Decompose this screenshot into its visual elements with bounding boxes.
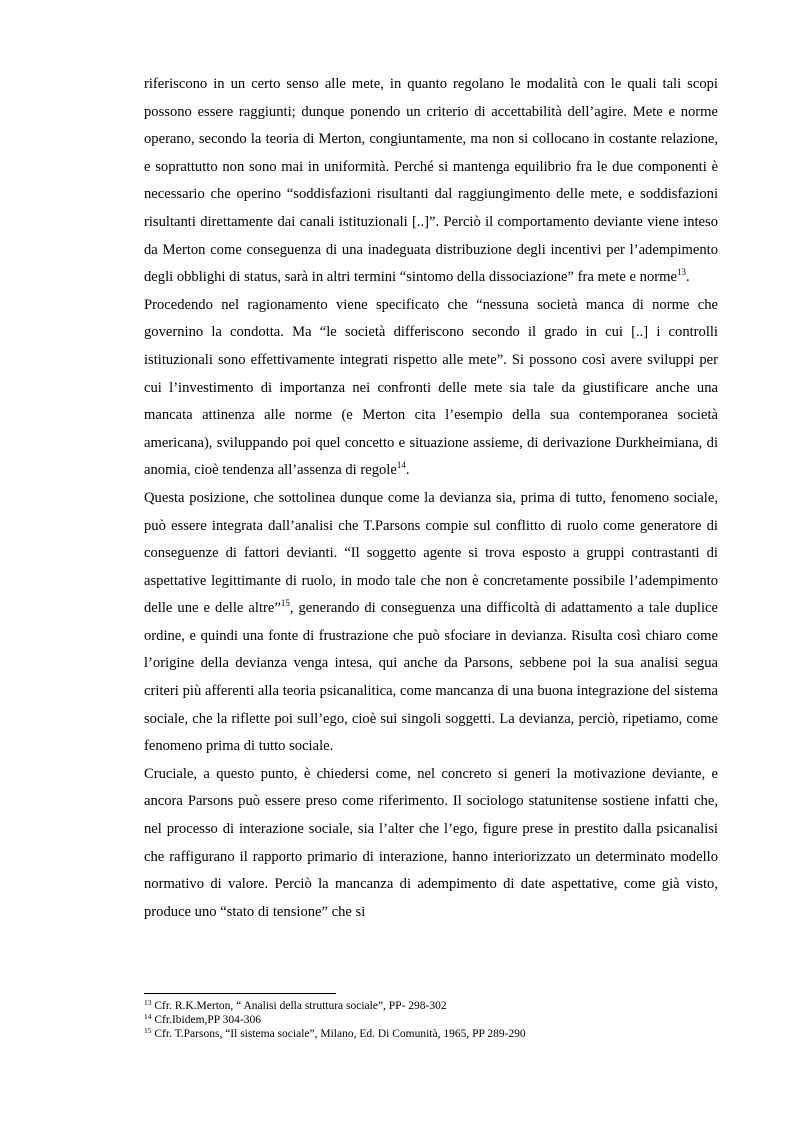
paragraph-2-tail: . [405,462,410,479]
paragraph-4 [144,761,718,927]
footnotes [144,999,718,1041]
body-text [144,71,718,926]
paragraph-4-text: Cruciale, a questo punto, è chiedersi come, nel concreto si generi la motivazione deviante, e ancora Parsons può essere preso come riferimento. Il sociologo statunitense sostiene infatti che, nel processo di interazione sociale, sia l’alter che l’ego, figure prese in prestito dalla psicanalisi che raffigurano il rapporto primario di interazione, hanno interiorizzato un determinato modello normativo di valore. Perciò la mancanza di adempimento di date aspettative, come già visto, produce uno “stato di tensione” che si [144,765,718,920]
footnote-number: 14 [144,1012,152,1021]
footnote-ref-13[interactable]: 13 [676,267,686,278]
paragraph-3-text: Questa posizione, che sottolinea dunque come la devianza sia, prima di tutto, fenomeno sociale, può essere integrata dall’analisi che T.Parsons compie sul conflitto di ruolo come generatore di conseguenze di fattori devianti. “Il soggetto agente si trova esposto a gruppi contrastanti di aspettative legittimante di ruolo, in modo tale che non è concretamente possibile l’adempimento delle une e delle altre” [144,489,718,617]
footnote-text: Cfr. T.Parsons, “Il sistema sociale”, Milano, Ed. Di Comunità, 1965, PP 289-290 [151,1028,526,1040]
paragraph-1-tail: . [685,269,690,286]
footnote-divider [144,993,336,994]
footnote-text: Cfr.Ibidem,PP 304-306 [151,1014,261,1026]
footnote-13 [144,999,718,1013]
paragraph-2 [144,292,718,485]
paragraph-2-text: Procedendo nel ragionamento viene specificato che “nessuna società manca di norme che governino la condotta. Ma “le società differiscono secondo il grado in cui [..] i controlli istituzionali sono effettivamente integrati rispetto alle mete”. Si possono così avere sviluppi per cui l’investimento di importanza nei confronti delle mete sia tale da giustificare anche una mancata attinenza alle norme (e Merton cita l’esempio della sua contemporanea società americana), sviluppando poi quel concetto e situazione assieme, di derivazione Durkheimiana, di anomia, cioè tendenza all’assenza di regole [144,296,718,479]
footnote-text: Cfr. R.K.Merton, “ Analisi della struttura sociale”, PP- 298-302 [151,1000,447,1012]
footnote-15 [144,1027,718,1041]
footnote-ref-15[interactable]: 15 [280,598,290,609]
footnote-14 [144,1013,718,1027]
footnote-number: 13 [144,998,152,1007]
paragraph-3-tail: , generando di conseguenza una difficoltà di adattamento a tale duplice ordine, e quindi una fonte di frustrazione che può sfociare in devianza. Risulta così chiaro come l’origine della devianza venga intesa, qui anche da Parsons, sebbene poi la sua analisi segua criteri più afferenti alla teoria psicanalitica, come mancanza di una buona integrazione del sistema sociale, che la riflette poi sull’ego, cioè sui singoli soggetti. La devianza, perciò, ripetiamo, come fenomeno prima di tutto sociale. [144,600,718,755]
footnote-number: 15 [144,1026,152,1035]
paragraph-1-text: riferiscono in un certo senso alle mete, in quanto regolano le modalità con le quali tali scopi possono essere raggiunti; dunque ponendo un criterio di accettabilità dell’agire. Mete e norme operano, secondo la teoria di Merton, congiuntamente, ma non si collocano in costante relazione, e soprattutto non sono mai in uniformità. Perché si mantenga equilibrio fra le due componenti è necessario che operino “soddisfazioni risultanti dal raggiungimento delle mete, e soddisfazioni risultanti direttamente dai canali istituzionali [..]”. Perciò il comportamento deviante viene inteso da Merton come conseguenza di una inadeguata distribuzione degli incentivi per l’adempimento degli obblighi di status, sarà in altri termini “sintomo della dissociazione” fra mete e norme [144,76,718,286]
paragraph-1 [144,71,718,292]
paragraph-3 [144,485,718,761]
footnote-ref-14[interactable]: 14 [396,460,406,471]
